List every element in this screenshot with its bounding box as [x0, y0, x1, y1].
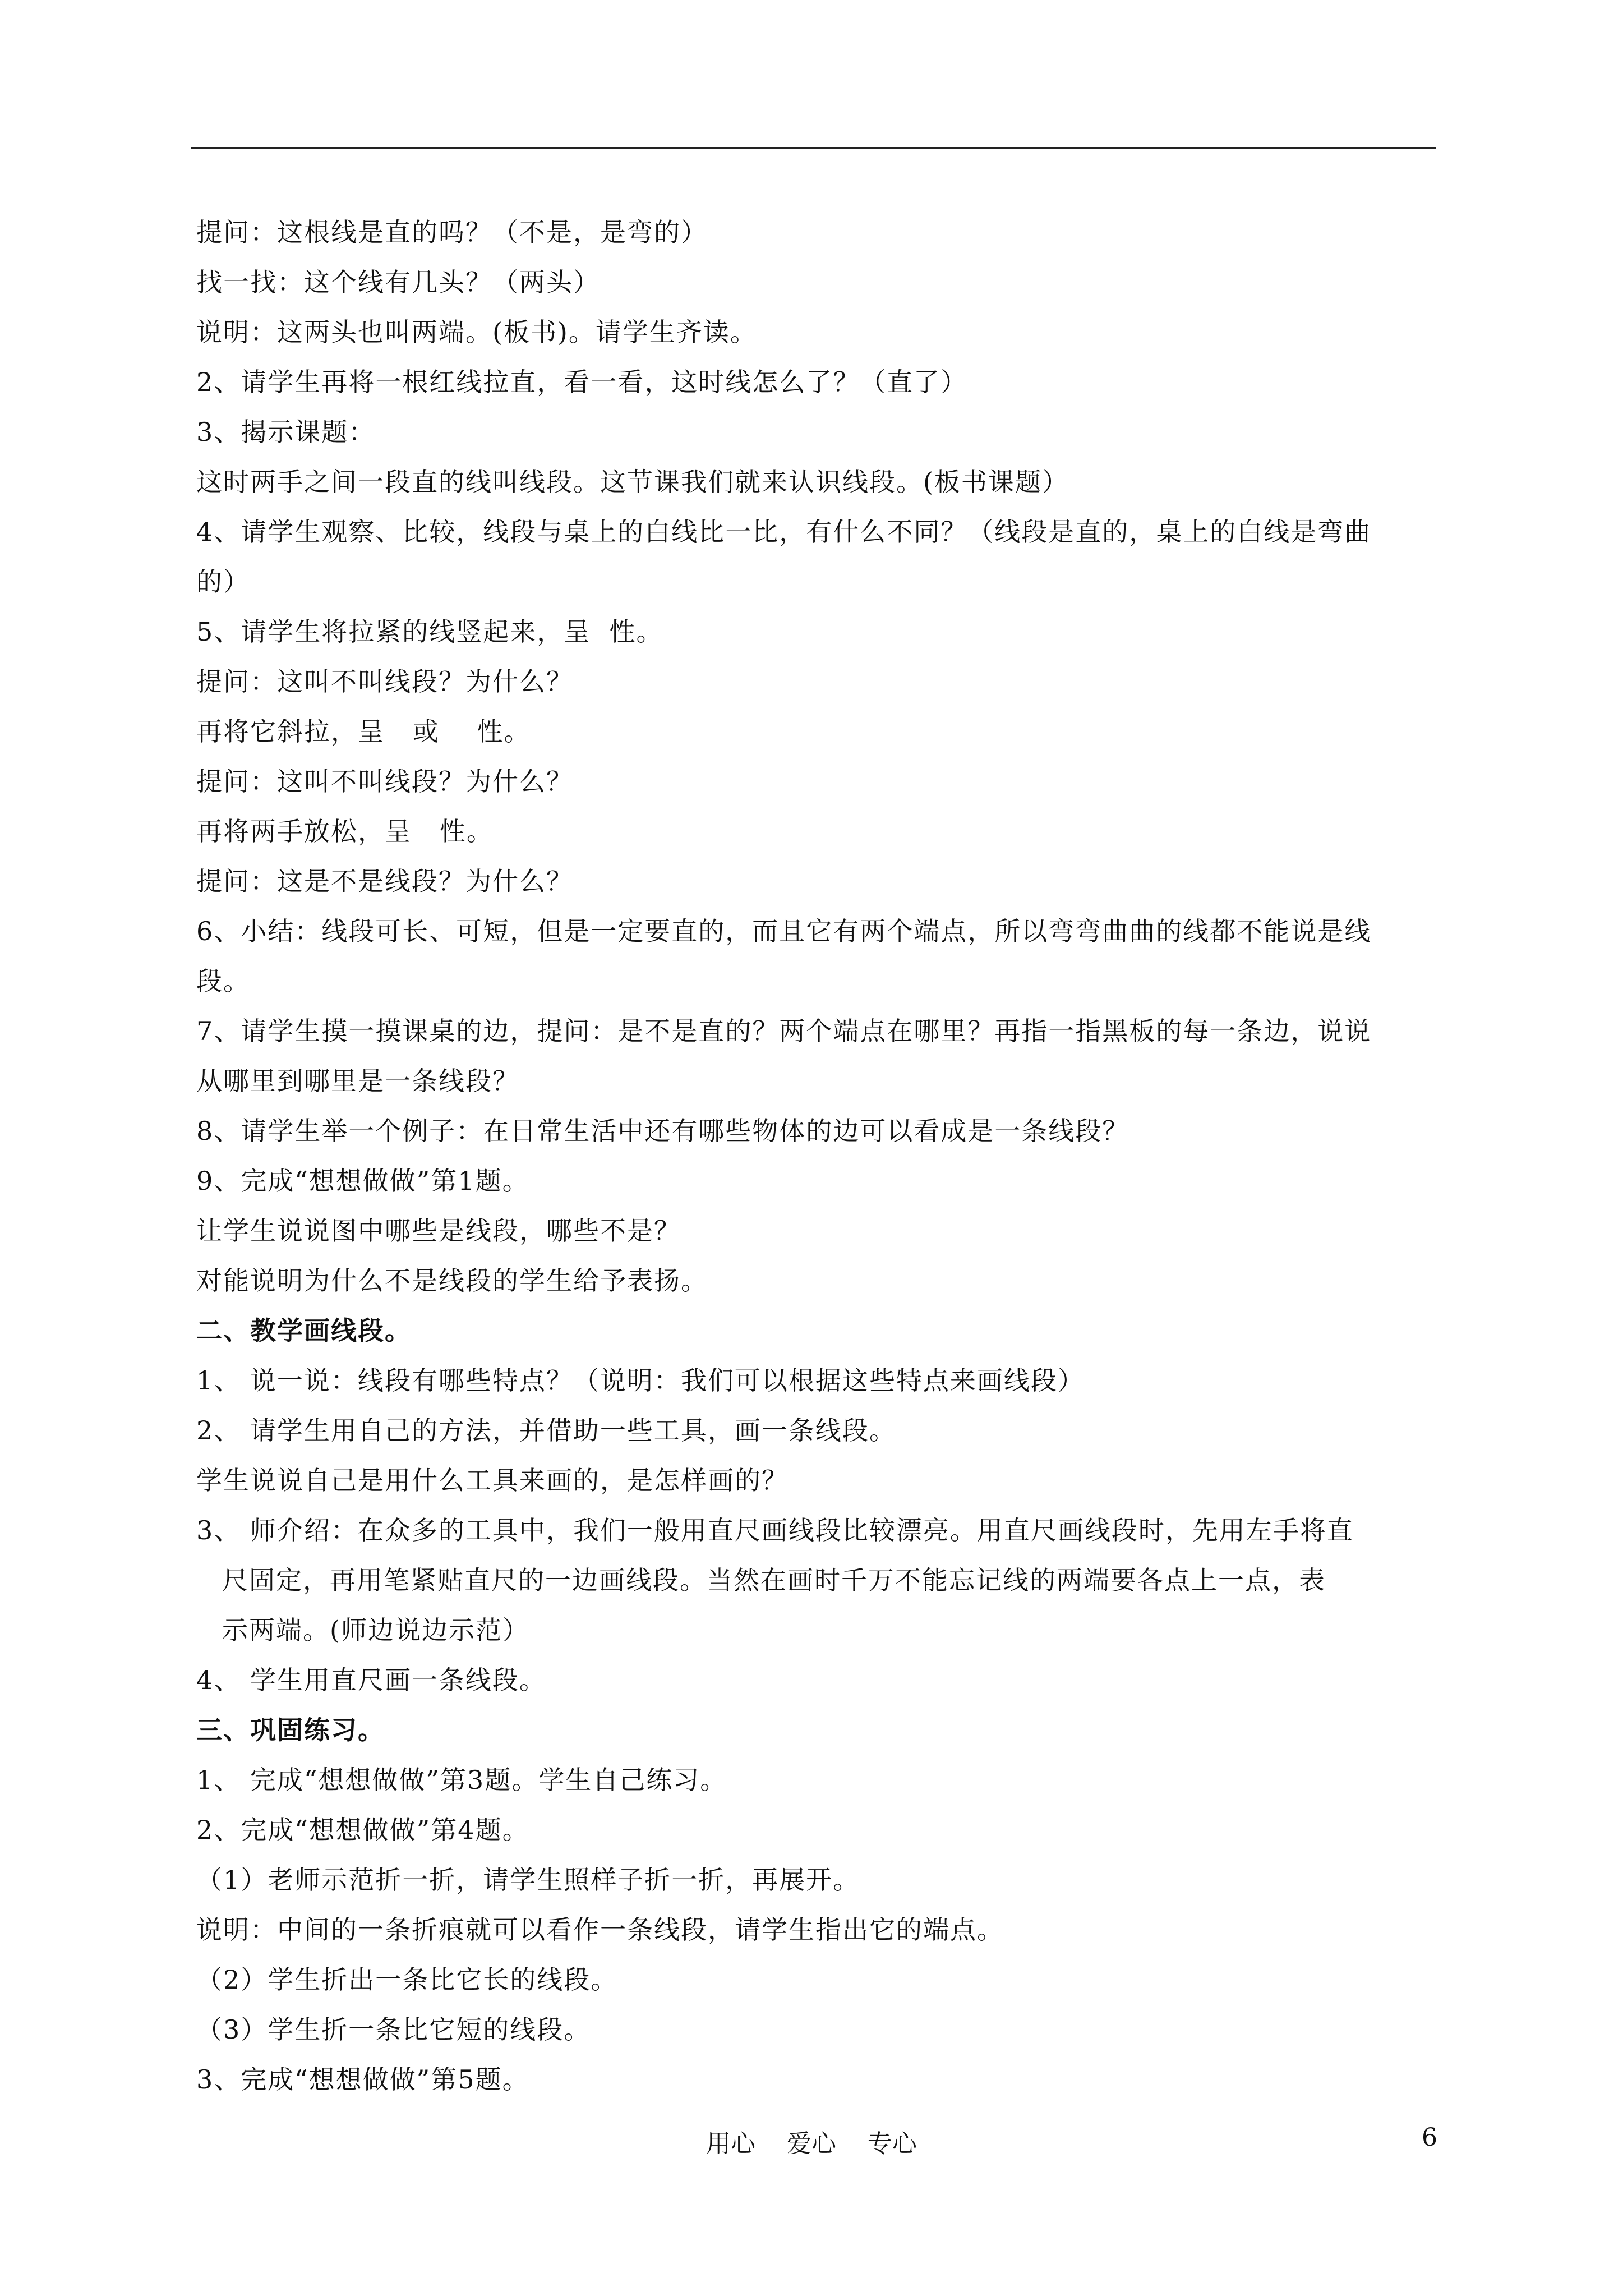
- text-line: 7、请学生摸一摸课桌的边，提问：是不是直的？两个端点在哪里？再指一指黑板的每一条边，说说: [196, 1016, 1372, 1046]
- text-line: 提问：这根线是直的吗？（不是，是弯的）: [196, 217, 708, 247]
- text-line: 1、 完成“想想做做”第3题。学生自己练习。: [196, 1765, 727, 1795]
- text-line: 2、请学生再将一根红线拉直，看一看，这时线怎么了？（直了）: [196, 367, 968, 397]
- section-heading: 三、巩固练习。: [196, 1715, 385, 1745]
- text-line: 2、 请学生用自己的方法，并借助一些工具，画一条线段。: [196, 1415, 896, 1446]
- text-line: 6、小结：线段可长、可短，但是一定要直的，而且它有两个端点，所以弯弯曲曲的线都不能说是线: [196, 916, 1372, 946]
- text-line: 这时两手之间一段直的线叫线段。这节课我们就来认识线段。(板书课题）: [196, 467, 1069, 497]
- text-line: 3、 师介绍：在众多的工具中，我们一般用直尺画线段比较漂亮。用直尺画线段时，先用左手将直: [196, 1515, 1354, 1545]
- text-line: 3、完成“想想做做”第5题。: [196, 2064, 529, 2095]
- text-line: 学生说说自己是用什么工具来画的，是怎样画的？: [196, 1465, 789, 1496]
- text-line: 8、请学生举一个例子：在日常生活中还有哪些物体的边可以看成是一条线段？: [196, 1116, 1129, 1146]
- text-line: 2、完成“想想做做”第4题。: [196, 1815, 529, 1845]
- text-line: 说明：中间的一条折痕就可以看作一条线段，请学生指出它的端点。: [196, 1915, 1004, 1945]
- text-line: 提问：这是不是线段？为什么？: [196, 866, 573, 896]
- text-line: （1）老师示范折一折，请学生照样子折一折，再展开。: [196, 1865, 860, 1895]
- text-line: 4、请学生观察、比较，线段与桌上的白线比一比，有什么不同？（线段是直的，桌上的白线是弯曲: [196, 517, 1372, 547]
- text-line: 5、请学生将拉紧的线竖起来，呈 性。: [196, 616, 663, 647]
- document-body: [196, 208, 1441, 2105]
- text-line: 示两端。(师边说边示范）: [222, 1615, 529, 1645]
- text-line: 让学生说说图中哪些是线段，哪些不是？: [196, 1216, 681, 1246]
- section-heading: 二、教学画线段。: [196, 1315, 412, 1346]
- text-line: 再将它斜拉，呈 或 性。: [196, 716, 531, 747]
- text-line: 尺固定，再用笔紧贴直尺的一边画线段。当然在画时千万不能忘记线的两端要各点上一点，表: [222, 1565, 1326, 1595]
- text-line: 1、 说一说：线段有哪些特点？（说明：我们可以根据这些特点来画线段）: [196, 1365, 1085, 1396]
- text-line: 9、完成“想想做做”第1题。: [196, 1166, 529, 1196]
- text-line: 说明：这两头也叫两端。(板书)。请学生齐读。: [196, 317, 757, 347]
- header-rule: [191, 147, 1436, 149]
- footer-motto: 用心 爱心 专心: [706, 2129, 917, 2158]
- text-line: 提问：这叫不叫线段？为什么？: [196, 666, 573, 697]
- text-line: 再将两手放松，呈 性。: [196, 816, 494, 846]
- text-line: 段。: [196, 966, 250, 996]
- text-line: 提问：这叫不叫线段？为什么？: [196, 766, 573, 797]
- text-line: 对能说明为什么不是线段的学生给予表扬。: [196, 1266, 708, 1296]
- text-line: （2）学生折出一条比它长的线段。: [196, 1964, 618, 1995]
- text-line: 3、揭示课题：: [196, 417, 376, 447]
- page-number: 6: [1422, 2123, 1437, 2152]
- text-line: 从哪里到哪里是一条线段？: [196, 1066, 519, 1096]
- text-line: （3）学生折一条比它短的线段。: [196, 2014, 591, 2045]
- text-line: 的）: [196, 567, 250, 597]
- text-line: 找一找：这个线有几头？（两头）: [196, 267, 600, 297]
- text-line: 4、 学生用直尺画一条线段。: [196, 1665, 546, 1695]
